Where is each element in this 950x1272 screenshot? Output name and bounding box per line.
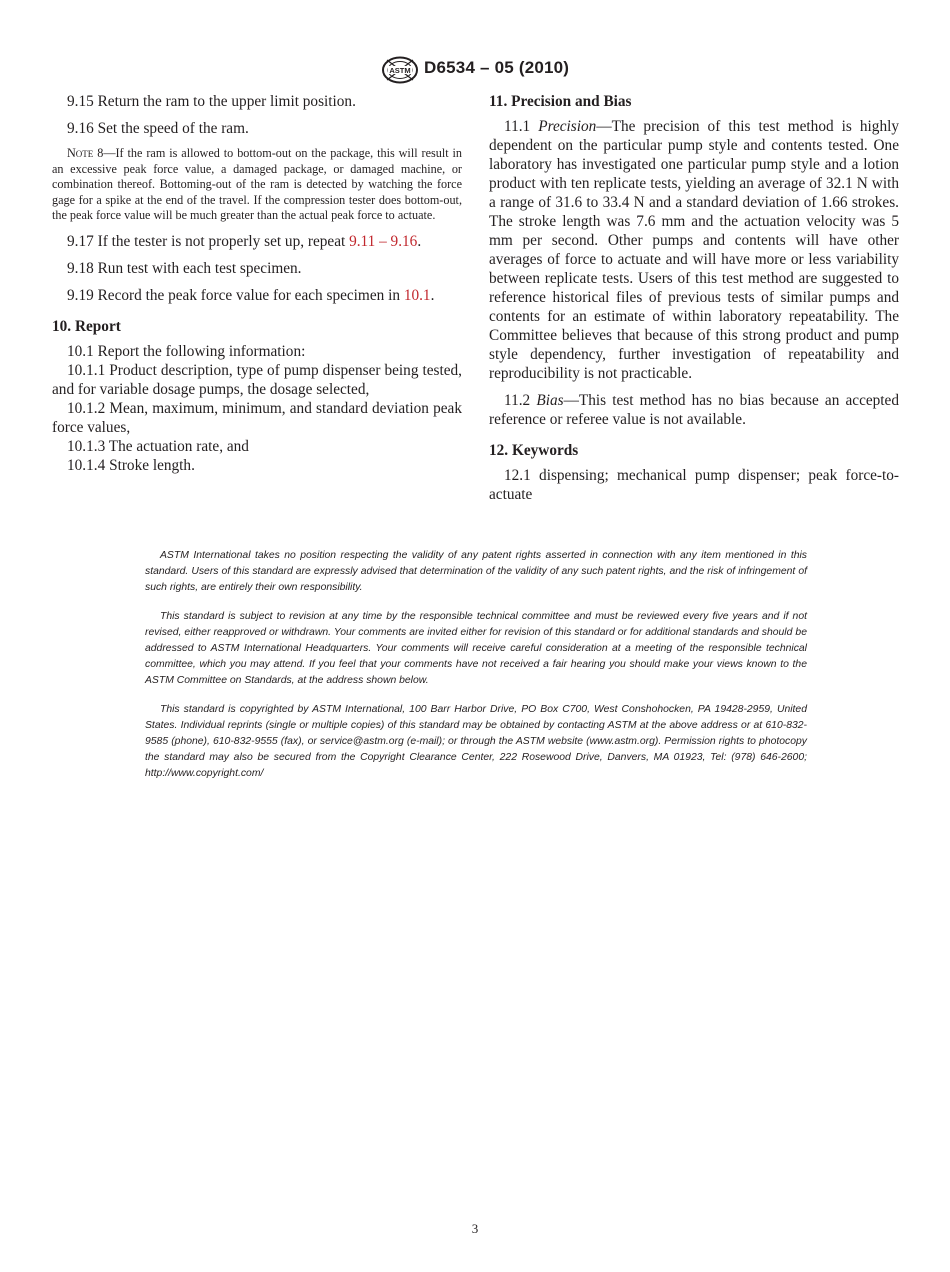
copyright-notice: This standard is copyrighted by ASTM International, 100 Barr Harbor Drive, PO Box C700, West Conshohocken, PA 19428-2959, United States. Individual reprints (single or multiple copies) of this standard may be obtained by contacting ASTM at the above address or at 610-832-9585 (phone), 610-832-9555 (fax), or service@astm.org (e-mail); or through the ASTM website (www.astm.org). Permission rights to photocopy the standard may also be secured from the Copyright Clearance Center, 222 Rosewood Drive, Danvers, MA 01923, Tel: (978) 646-2600; http://www.copyright.com/ [145,704,807,779]
paragraph-text: —This test method has no bias because an accepted reference or referee value is not available. [489,392,899,428]
paragraph-text: . [430,286,435,304]
note-text: 8—If the ram is allowed to bottom-out on the package, this will result in an excessive peak force value, a damaged package, or damaged machine, or combination thereof. Bottoming-out of the ram is detected by watching the force gage for a spike at the end of the travel. If the compression tester does bottom-out, the peak force value will be much greater than the actual peak force to actuate. [52,146,462,222]
section-heading-precision-bias: 11. Precision and Bias [489,93,632,110]
paragraph-number: 11.2 [504,392,537,409]
term-precision: Precision [538,118,597,135]
paragraph-text: 9.19 Record the peak force value for each specimen in [67,286,404,304]
paragraph-12-1: 12.1 dispensing; mechanical pump dispenser; peak force-to-actuate [489,467,899,503]
left-column [52,92,462,475]
section-heading-report: 10. Report [52,317,121,335]
standard-designation: D6534 – 05 (2010) [424,58,570,77]
svg-text:ASTM: ASTM [389,66,411,75]
astm-logo-icon [381,56,419,84]
paragraph-number: 11.1 [504,118,539,135]
term-bias: Bias [536,392,564,409]
legal-footer [145,548,807,795]
right-column [489,92,899,512]
paragraph-10-1-1: 10.1.1 Product description, type of pump dispenser being tested, and for variable dosage pumps, the dosage selected, [52,361,462,398]
paragraph-10-1: 10.1 Report the following information: [67,342,306,360]
section-link-10-1[interactable]: 10.1 [403,286,431,304]
revision-notice: This standard is subject to revision at any time by the responsible technical committee and must be reviewed every five years and if not revised, either reapproved or withdrawn. Your comments are invited either for revision of this standard or for additional standards and should be addressed to ASTM International Headquarters. Your comments will receive careful consideration at a meeting of the responsible technical committee, which you may attend. If you feel that your comments have not received a fair hearing you should make your views known to the ASTM Committee on Standards, at the address shown below. [145,611,807,686]
paragraph-9-17 [52,232,462,251]
paragraph-11-1 [489,117,899,383]
paragraph-9-19 [52,286,462,305]
page-number: 3 [471,1221,479,1236]
section-heading-keywords: 12. Keywords [489,442,579,459]
note-label: Note [67,146,94,160]
paragraph-10-1-3: 10.1.3 The actuation rate, and [67,437,249,455]
paragraph-text: . [417,232,422,250]
section-link-9-11-9-16[interactable]: 9.11 – 9.16 [349,232,418,250]
note-8 [52,146,462,224]
page-header [0,56,950,84]
paragraph-11-2 [489,391,899,429]
paragraph-text: —The precision of this test method is highly dependent on the particular pump style and contents tested. One laboratory has investigated one particular pump style and a lotion product with ten replicate tests, yielding an average of 32.1 N with a range of 31.6 to 33.4 N and a standard deviation of 1.66 strokes. The stroke length was 7.6 mm and the actuation velocity was 5 mm per second. Other pumps and contents will have other averages of force to actuate and will have more or less variability between replicate tests. Users of this test method are suggested to reference historical files of previous tests of similar pumps and contents for an estimate of within laboratory repeatability. The Committee believes that because of this strong product and pump style dependency, further investigation of repeatability and reproducibility is not practicable. [489,118,900,382]
paragraph-9-15: 9.15 Return the ram to the upper limit position. [67,93,356,110]
paragraph-9-18: 9.18 Run test with each test specimen. [67,259,302,277]
paragraph-10-1-2: 10.1.2 Mean, maximum, minimum, and standard deviation peak force values, [52,399,462,436]
patent-notice: ASTM International takes no position respecting the validity of any patent rights asserted in connection with any item mentioned in this standard. Users of this standard are expressly advised that determination of the validity of any such patent rights, and the risk of infringement of such rights, are entirely their own responsibility. [145,550,807,593]
paragraph-9-16: 9.16 Set the speed of the ram. [67,120,249,137]
paragraph-10-1-4: 10.1.4 Stroke length. [67,456,195,474]
paragraph-text: 9.17 If the tester is not properly set up, repeat [67,232,350,250]
